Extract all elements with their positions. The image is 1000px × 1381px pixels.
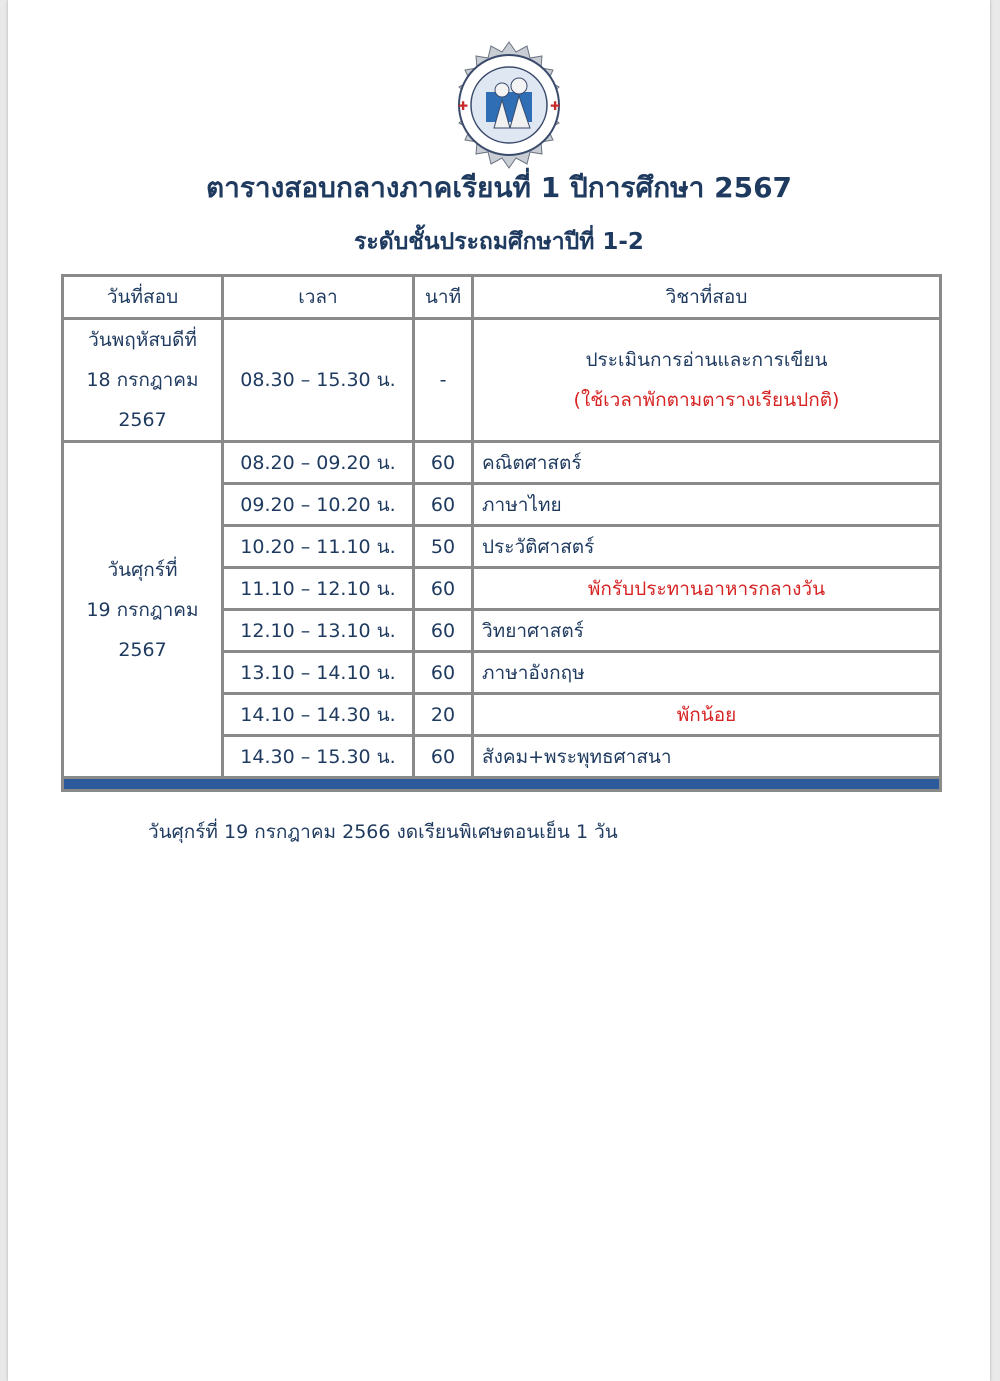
day1-date-cell [63, 319, 223, 442]
day1-time: 08.30 – 15.30 น. [223, 319, 414, 442]
day1-subject-line1: ประเมินการอ่านและการเขียน [585, 349, 828, 371]
row-time: 10.20 – 11.10 น. [223, 526, 414, 568]
row-minutes: 60 [414, 736, 473, 778]
row-minutes: 60 [414, 568, 473, 610]
table-row-day1 [63, 319, 941, 442]
day2-date-line: วันศุกร์ที่ [107, 558, 178, 581]
row-minutes: 60 [414, 442, 473, 484]
day1-subject-line2: (ใช้เวลาพักตามตารางเรียนปกติ) [573, 389, 840, 411]
day2-date-line: 2567 [118, 638, 167, 661]
row-subject: ประวัติศาสตร์ [473, 526, 941, 568]
row-time: 14.10 – 14.30 น. [223, 694, 414, 736]
row-time: 12.10 – 13.10 น. [223, 610, 414, 652]
table-bottom-bar-cell [63, 778, 941, 791]
footer-note: วันศุกร์ที่ 19 กรกฎาคม 2566 งดเรียนพิเศษตอนเย็น 1 วัน [148, 821, 618, 843]
row-minutes: 60 [414, 484, 473, 526]
row-time: 14.30 – 15.30 น. [223, 736, 414, 778]
document-page [8, 0, 990, 1381]
day2-date-cell [63, 442, 223, 778]
header-minutes: นาที [414, 276, 473, 319]
header-time: เวลา [223, 276, 414, 319]
row-subject-break: พักรับประทานอาหารกลางวัน [473, 568, 941, 610]
school-seal-icon [444, 40, 574, 170]
row-subject: คณิตศาสตร์ [473, 442, 941, 484]
row-time: 13.10 – 14.10 น. [223, 652, 414, 694]
row-subject: วิทยาศาสตร์ [473, 610, 941, 652]
day1-minutes: - [414, 319, 473, 442]
row-minutes: 60 [414, 610, 473, 652]
day1-date-line: วันพฤหัสบดีที่ [88, 329, 197, 351]
row-time: 09.20 – 10.20 น. [223, 484, 414, 526]
table-header-row [63, 276, 941, 319]
day1-subject [473, 319, 941, 442]
row-subject: ภาษาไทย [473, 484, 941, 526]
document-title: ตารางสอบกลางภาคเรียนที่ 1 ปีการศึกษา 2567 [205, 171, 793, 204]
row-subject: ภาษาอังกฤษ [473, 652, 941, 694]
row-subject: สังคม+พระพุทธศาสนา [473, 736, 941, 778]
row-minutes: 60 [414, 652, 473, 694]
row-time: 11.10 – 12.10 น. [223, 568, 414, 610]
day2-date-line: 19 กรกฎาคม [86, 598, 199, 621]
table-bottom-bar [63, 778, 941, 791]
header-date: วันที่สอบ [63, 276, 223, 319]
row-minutes: 20 [414, 694, 473, 736]
document-subtitle: ระดับชั้นประถมศึกษาปีที่ 1-2 [354, 229, 644, 255]
day1-date-line: 18 กรกฎาคม [86, 369, 199, 391]
header-subject: วิชาที่สอบ [473, 276, 941, 319]
svg-text:✚: ✚ [458, 99, 469, 113]
table-row [63, 442, 941, 484]
row-subject-break: พักน้อย [473, 694, 941, 736]
exam-schedule-table [61, 274, 942, 792]
row-minutes: 50 [414, 526, 473, 568]
row-time: 08.20 – 09.20 น. [223, 442, 414, 484]
svg-text:✚: ✚ [550, 99, 561, 113]
day1-date-line: 2567 [118, 409, 167, 431]
